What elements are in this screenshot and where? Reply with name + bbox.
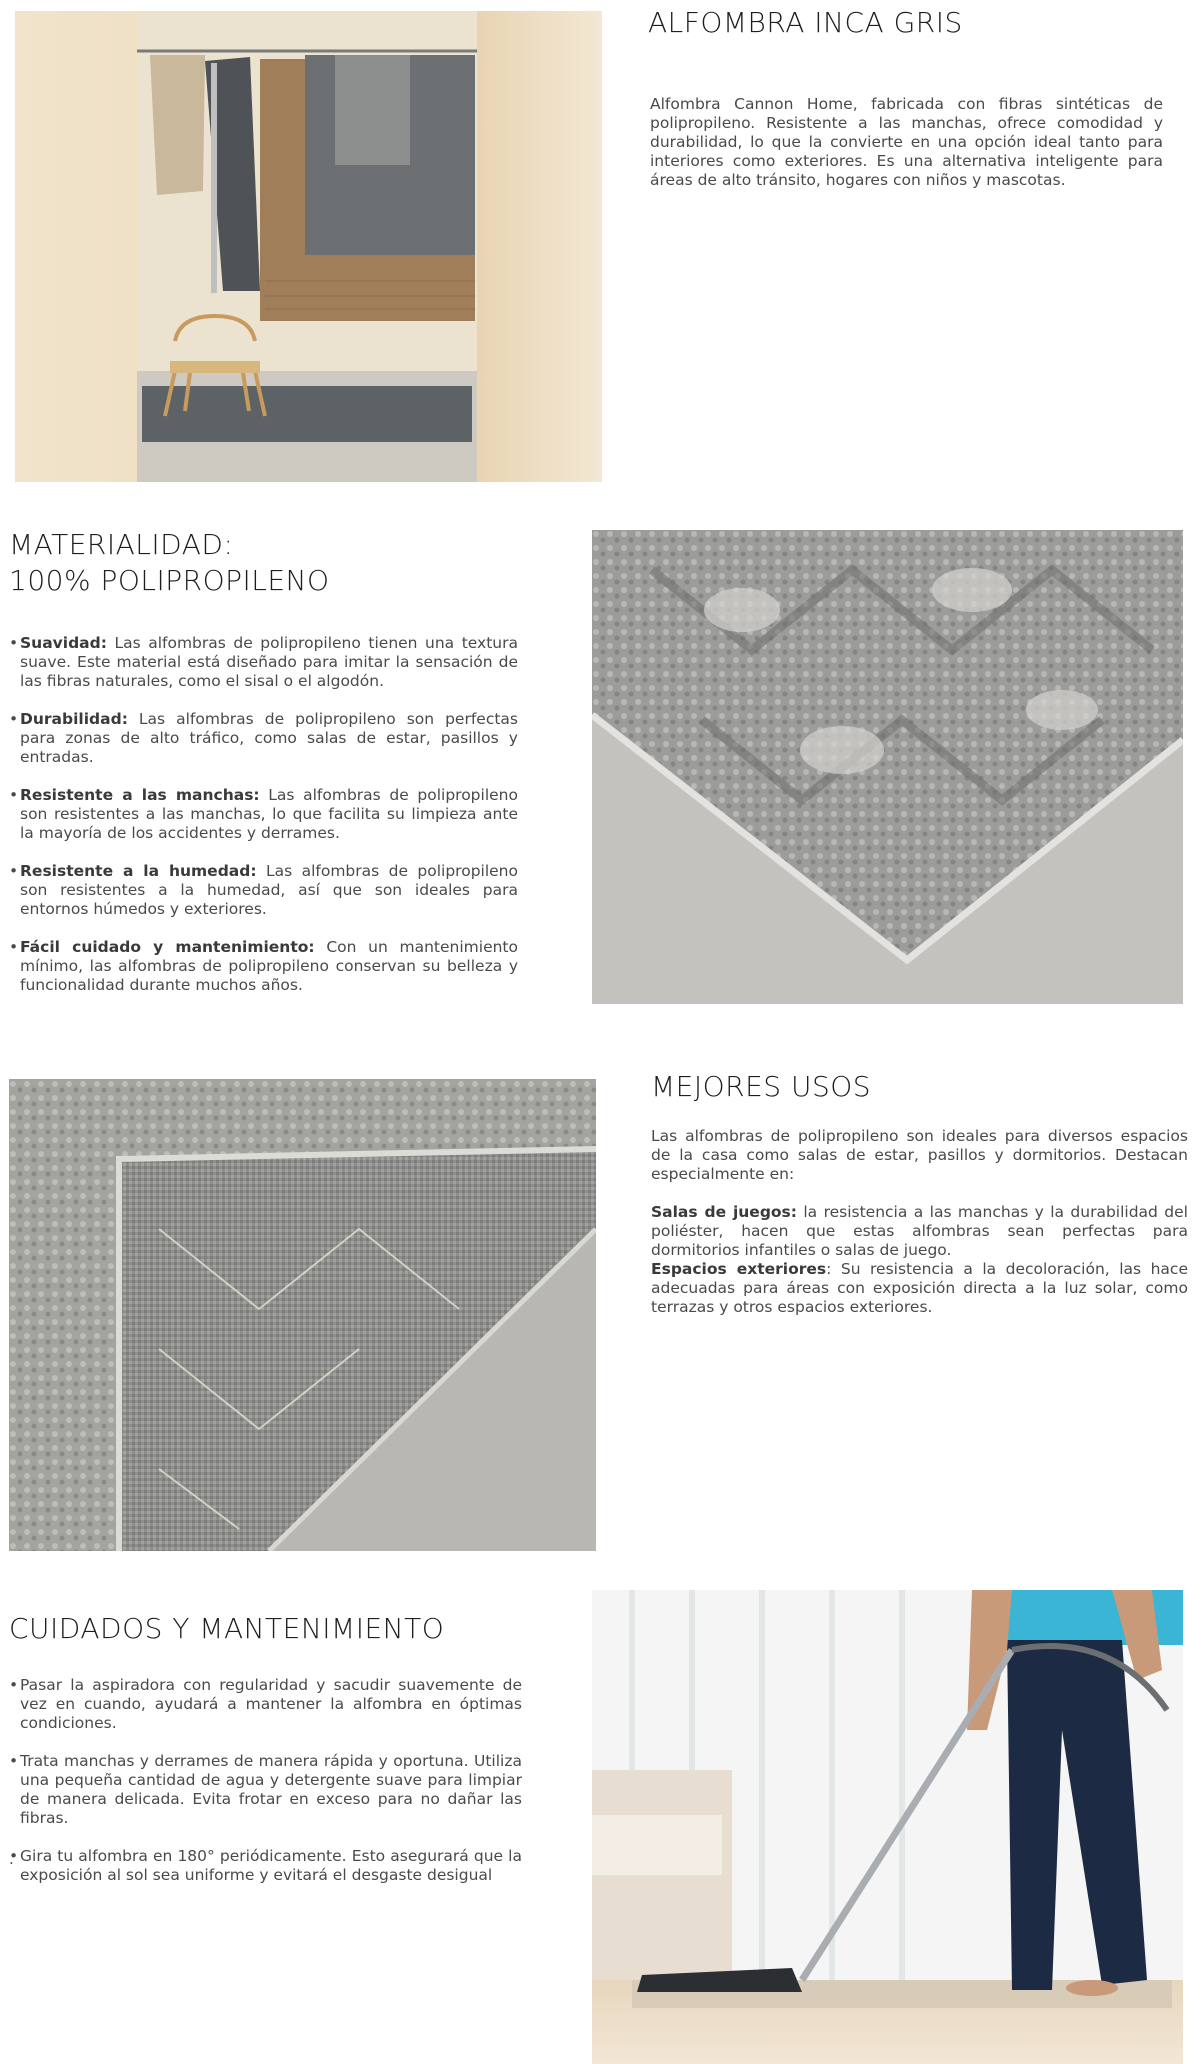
use-item-outdoor bbox=[651, 1260, 1188, 1317]
product-title: ALFOMBRA INCA GRIS bbox=[648, 6, 963, 39]
list-item bbox=[9, 786, 518, 843]
list-item-text: Las alfombras de polipropileno son resistentes a la humedad, así que son ideales para entornos húmedos y exteriores. bbox=[20, 862, 518, 918]
list-item-text: Las alfombras de polipropileno son resistentes a las manchas, lo que facilita su limpieza ante la mayoría de los accidentes y derrames. bbox=[20, 786, 518, 842]
list-item-text: Las alfombras de polipropileno son perfectas para zonas de alto tráfico, como salas de estar, pasillos y entradas. bbox=[20, 710, 518, 766]
best-uses-title: MEJORES USOS bbox=[651, 1070, 872, 1103]
list-item-label: Suavidad: bbox=[20, 634, 107, 652]
best-uses-intro: Las alfombras de polipropileno son ideales para diversos espacios de la casa como salas de estar, pasillos y dormitorios. Destacan especialmente en: bbox=[651, 1127, 1188, 1183]
materiality-list bbox=[9, 634, 518, 1014]
list-item-text: Las alfombras de polipropileno tienen una textura suave. Este material está diseñado para imitar la sensación de las fibras naturales, como el sisal o el algodón. bbox=[20, 634, 518, 690]
use-text: la resistencia a las manchas y la durabilidad del poliéster, hacen que estas alfombras sean perfectas para dormitorios infantiles o salas de juego. bbox=[651, 1203, 1188, 1259]
materiality-title-line2: 100% POLIPROPILENO bbox=[9, 564, 330, 598]
vacuuming-photo bbox=[592, 1590, 1183, 2064]
list-item bbox=[9, 938, 518, 995]
best-uses-details bbox=[651, 1203, 1188, 1317]
list-item-text: Con un mantenimiento mínimo, las alfombras de polipropileno conservan su belleza y funcionalidad durante muchos años. bbox=[20, 938, 518, 994]
product-description: Alfombra Cannon Home, fabricada con fibras sintéticas de polipropileno. Resistente a las manchas, ofrece comodidad y durabilidad, lo que la convierte en una opción ideal tanto para interiores como exteriores. Es una alternativa inteligente para áreas de alto tránsito, hogares con niños y mascotas. bbox=[650, 95, 1163, 189]
care-title: CUIDADOS Y MANTENIMIENTO bbox=[9, 1612, 445, 1645]
list-item: • Pasar la aspiradora con regularidad y sacudir suavemente de vez en cuando, ayudará a mantener la alfombra en óptimas condiciones. bbox=[9, 1676, 522, 1733]
rug-backing-photo bbox=[9, 1079, 596, 1551]
use-text: : Su resistencia a la decoloración, las hace adecuadas para áreas con exposición directa a la luz solar, como terrazas y otros espacios exteriores. bbox=[651, 1260, 1188, 1316]
list-item-label: Resistente a las manchas: bbox=[20, 786, 260, 804]
list-item bbox=[9, 710, 518, 767]
rugs-hanging-photo bbox=[15, 11, 602, 482]
list-item bbox=[9, 862, 518, 919]
care-list bbox=[9, 1676, 522, 1885]
list-item: • Trata manchas y derrames de manera rápida y oportuna. Utiliza una pequeña cantidad de agua y detergente suave para limpiar de manera delicada. Evita frotar en exceso para no dañar las fibras. bbox=[9, 1752, 522, 1828]
list-item bbox=[9, 634, 518, 691]
list-item: • Gira tu alfombra en 180° periódicamente. Esto asegurará que la exposición al sol sea uniforme y evitará el desgaste desigual bbox=[9, 1847, 522, 1885]
use-label: Salas de juegos: bbox=[651, 1203, 797, 1221]
use-label: Espacios exteriores bbox=[651, 1260, 827, 1278]
use-item-playrooms bbox=[651, 1203, 1188, 1260]
trailing-period: . bbox=[9, 1850, 14, 1868]
list-item-label: Durabilidad: bbox=[20, 710, 128, 728]
materiality-title-line1: MATERIALIDAD: bbox=[9, 528, 234, 561]
materiality-title bbox=[9, 527, 330, 600]
list-item-label: Fácil cuidado y mantenimiento: bbox=[20, 938, 315, 956]
rug-corner-photo bbox=[592, 530, 1183, 1004]
list-item-label: Resistente a la humedad: bbox=[20, 862, 257, 880]
